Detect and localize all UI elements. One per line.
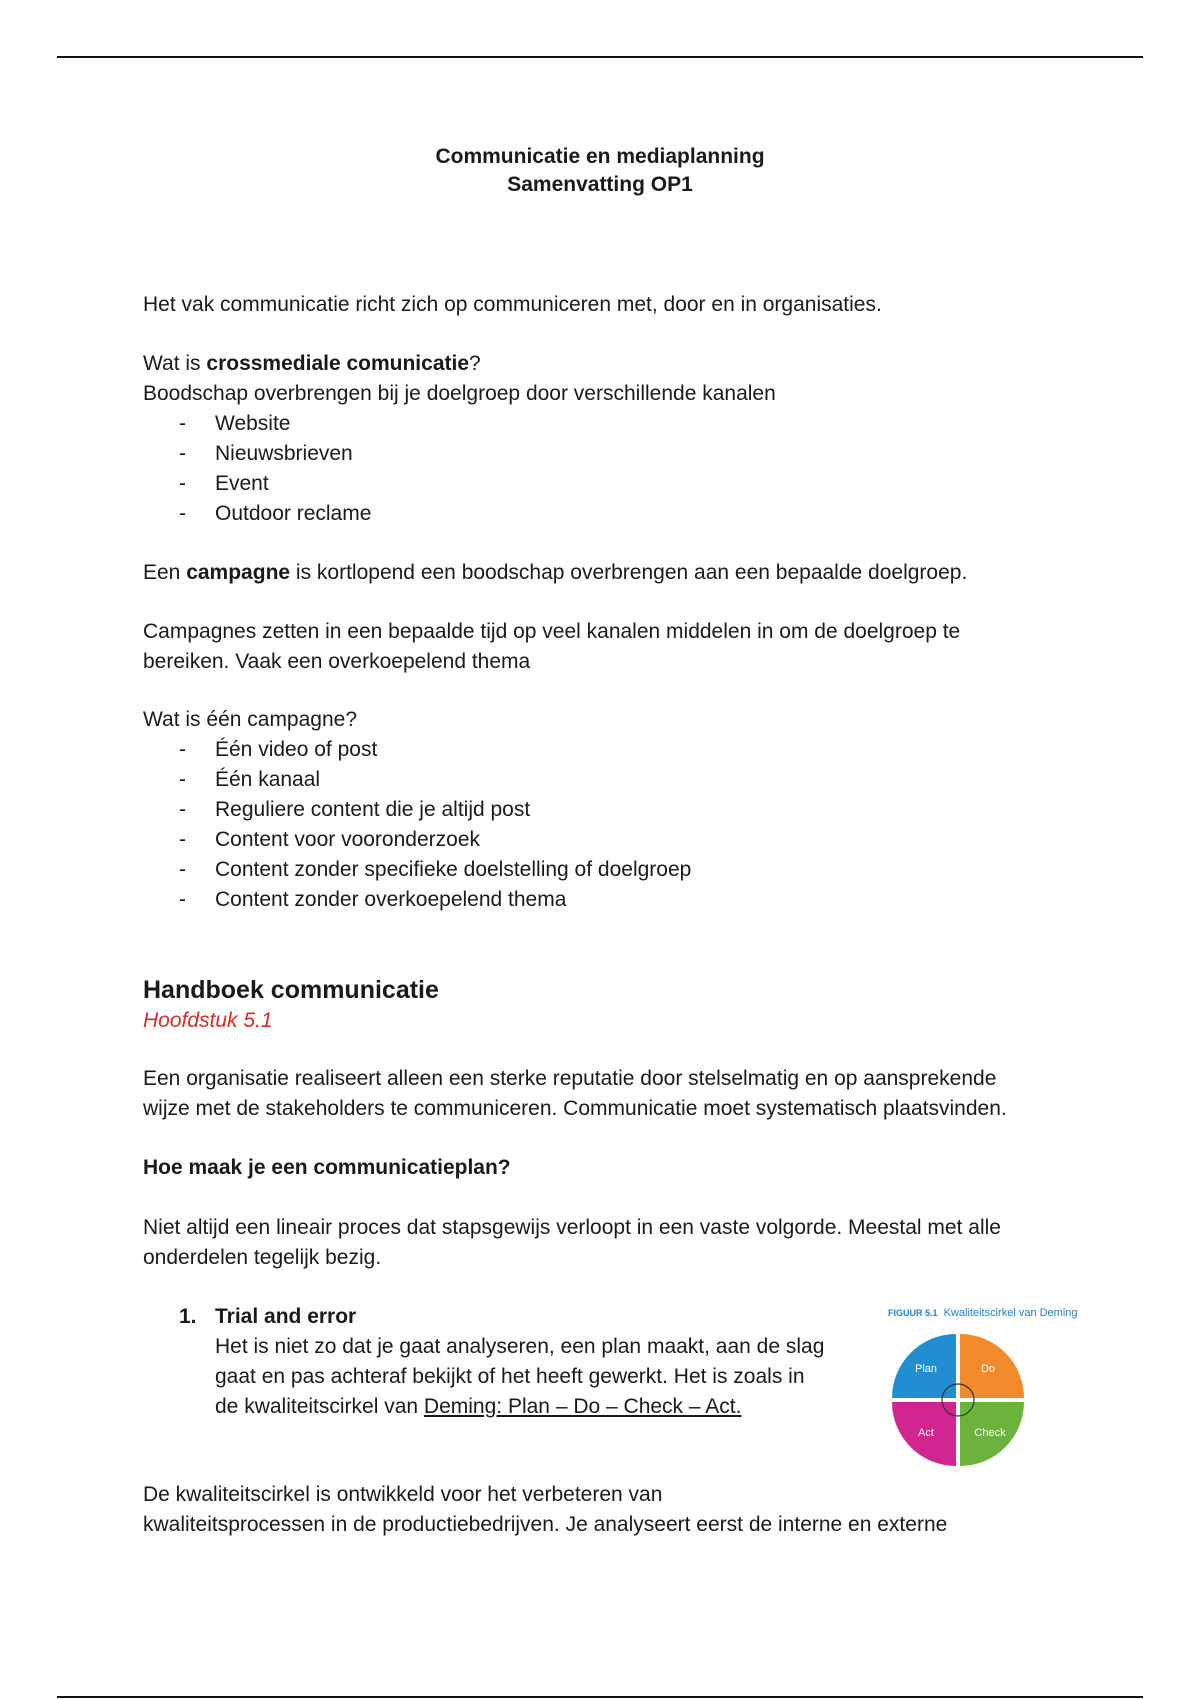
not-campaign-list — [143, 735, 1083, 915]
figure-caption: FIGUUR 5.1 Kwaliteitscirkel van Deming — [888, 1307, 1078, 1319]
document-title — [143, 143, 1057, 199]
deming-reference: Deming: Plan – Do – Check – Act. — [423, 1395, 742, 1418]
campaign-term: campagne — [186, 561, 291, 584]
list-item: - Één video of post — [179, 738, 378, 761]
list-item: - Content voor vooronderzoek — [179, 828, 480, 851]
section-heading: Handboek communicatie — [143, 976, 439, 1004]
crossmedia-term: crossmediale comunicatie — [206, 352, 470, 375]
list-item: - Content zonder overkoepelend thema — [179, 888, 567, 911]
step-number: 1. — [179, 1305, 197, 1328]
plan-question: Hoe maak je een communicatieplan? — [143, 1156, 511, 1179]
list-item: - Outdoor reclame — [179, 502, 372, 525]
cycle-arrow — [942, 1384, 974, 1416]
deming-figure — [888, 1306, 1098, 1482]
bottom-rule — [57, 1696, 1143, 1698]
deming-circle — [888, 1330, 1028, 1470]
crossmedia-question: Wat is crossmediale comunicatie? — [143, 352, 481, 375]
list-item: - Website — [179, 412, 291, 435]
chapter-label: Hoofdstuk 5.1 — [143, 1009, 273, 1032]
step-content: Trial and error Het is niet zo dat je gaat analyseren, een plan maakt, aan de slag gaat en pas achteraf bekijkt of het heeft gewerkt. Het is zoals in de kwaliteitscirkel van Deming: Plan – Do – Check – Act. — [215, 1305, 825, 1418]
step-title: Trial and error — [215, 1305, 357, 1328]
campaign-definition: Een campagne is kortlopend een boodschap overbrengen aan een bepaalde doelgroep. — [143, 561, 968, 584]
list-item: - Nieuwsbrieven — [179, 442, 353, 465]
title-line: Communicatie en mediaplanning — [435, 145, 765, 168]
not-campaign-section — [143, 705, 1083, 915]
crossmedia-answer: Boodschap overbrengen bij je doelgroep door verschillende kanalen — [143, 382, 776, 405]
plan-paragraph: Niet altijd een lineair proces dat stapsgewijs verloopt in een vaste volgorde. Meestal met alle onderdelen tegelijk bezig. — [143, 1216, 1001, 1269]
top-rule — [57, 56, 1143, 58]
list-item: - Event — [179, 472, 269, 495]
plan-label: Plan — [914, 1363, 938, 1375]
check-label: Check — [974, 1427, 1006, 1439]
channel-list — [143, 409, 1083, 529]
do-label: Do — [980, 1363, 996, 1375]
not-campaign-question: Wat is één campagne? — [143, 708, 358, 731]
crossmedia-section — [143, 349, 1083, 529]
handbook-section — [143, 974, 1083, 1036]
subtitle-line: Samenvatting OP1 — [507, 173, 693, 196]
list-item: - Reguliere content die je altijd post — [179, 798, 531, 821]
act-label: Act — [918, 1427, 934, 1439]
campaign-paragraph: Campagnes zetten in een bepaalde tijd op veel kanalen middelen in om de doelgroep te bereiken. Vaak een overkoepelend thema — [143, 620, 961, 673]
list-item: - Één kanaal — [179, 768, 321, 791]
list-item: - Content zonder specifieke doelstelling of doelgroep — [179, 858, 692, 881]
intro-paragraph: Het vak communicatie richt zich op communiceren met, door en in organisaties. — [143, 293, 882, 316]
reputation-paragraph: Een organisatie realiseert alleen een sterke reputatie door stelselmatig en op aansprekende wijze met de stakeholders te communiceren. Communicatie moet systematisch plaatsvinden. — [143, 1067, 1007, 1120]
closing-paragraph: De kwaliteitscirkel is ontwikkeld voor het verbeteren van kwaliteitsprocessen in de productiebedrijven. Je analyseert eerst de interne en externe — [143, 1483, 948, 1536]
